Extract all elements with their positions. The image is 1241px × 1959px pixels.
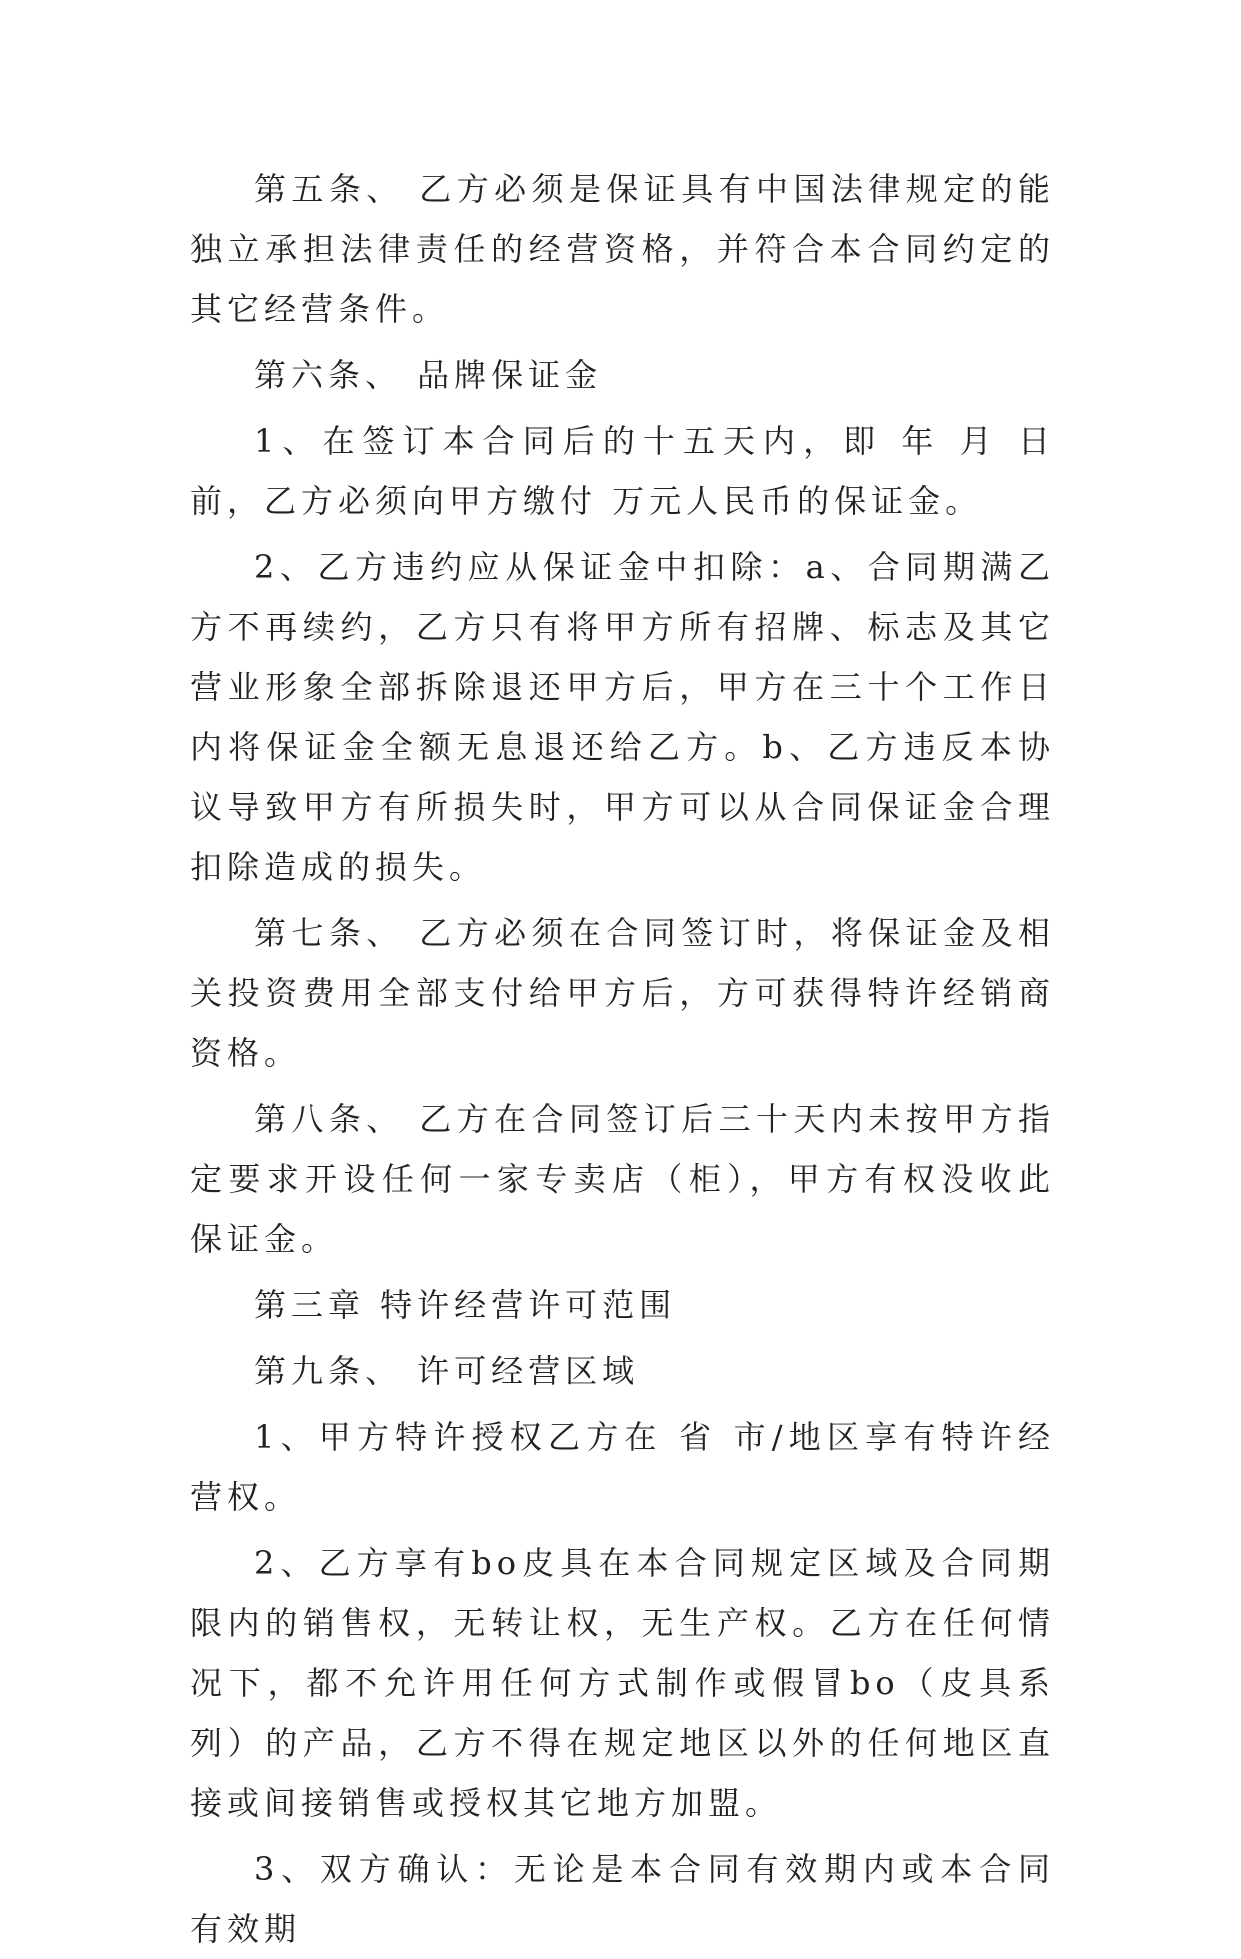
article-9-clause-1: 1、甲方特许授权乙方在 省 市/地区享有特许经营权。 (190, 1418, 1055, 1516)
article-6-clause-2: 2、乙方违约应从保证金中扣除：a、合同期满乙方不再续约，乙方只有将甲方所有招牌、标志及其它营业形象全部拆除退还甲方后，甲方在三十个工作日内将保证金全额无息退还给乙方。b、乙方违反本协议导致甲方有所损失时，甲方可以从合同保证金合理扣除造成的损失。 (190, 548, 1055, 886)
article-6-clause-1: 1、在签订本合同后的十五天内，即 年 月 日前，乙方必须向甲方缴付 万元人民币的保证金。 (190, 422, 1055, 520)
article-8-paragraph: 第八条、 乙方在合同签订后三十天内未按甲方指定要求开设任何一家专卖店（柜），甲方有权没收此保证金。 (190, 1100, 1055, 1258)
document-body (190, 159, 1055, 1959)
article-9-heading: 第九条、 许可经营区域 (254, 1352, 640, 1390)
article-5-paragraph: 第五条、 乙方必须是保证具有中国法律规定的能独立承担法律责任的经营资格，并符合本合同约定的其它经营条件。 (190, 170, 1055, 328)
article-9-clause-3: 3、双方确认：无论是本合同有效期内或本合同有效期 (190, 1850, 1055, 1948)
chapter-3-heading: 第三章 特许经营许可范围 (254, 1286, 677, 1324)
article-9-clause-2: 2、乙方享有bo皮具在本合同规定区域及合同期限内的销售权，无转让权，无生产权。乙方在任何情况下，都不允许用任何方式制作或假冒bo（皮具系列）的产品，乙方不得在规定地区以外的任何地区直接或间接销售或授权其它地方加盟。 (190, 1544, 1055, 1822)
article-6-heading: 第六条、 品牌保证金 (254, 356, 603, 394)
article-7-paragraph: 第七条、 乙方必须在合同签订时，将保证金及相关投资费用全部支付给甲方后，方可获得特许经销商资格。 (190, 914, 1055, 1072)
